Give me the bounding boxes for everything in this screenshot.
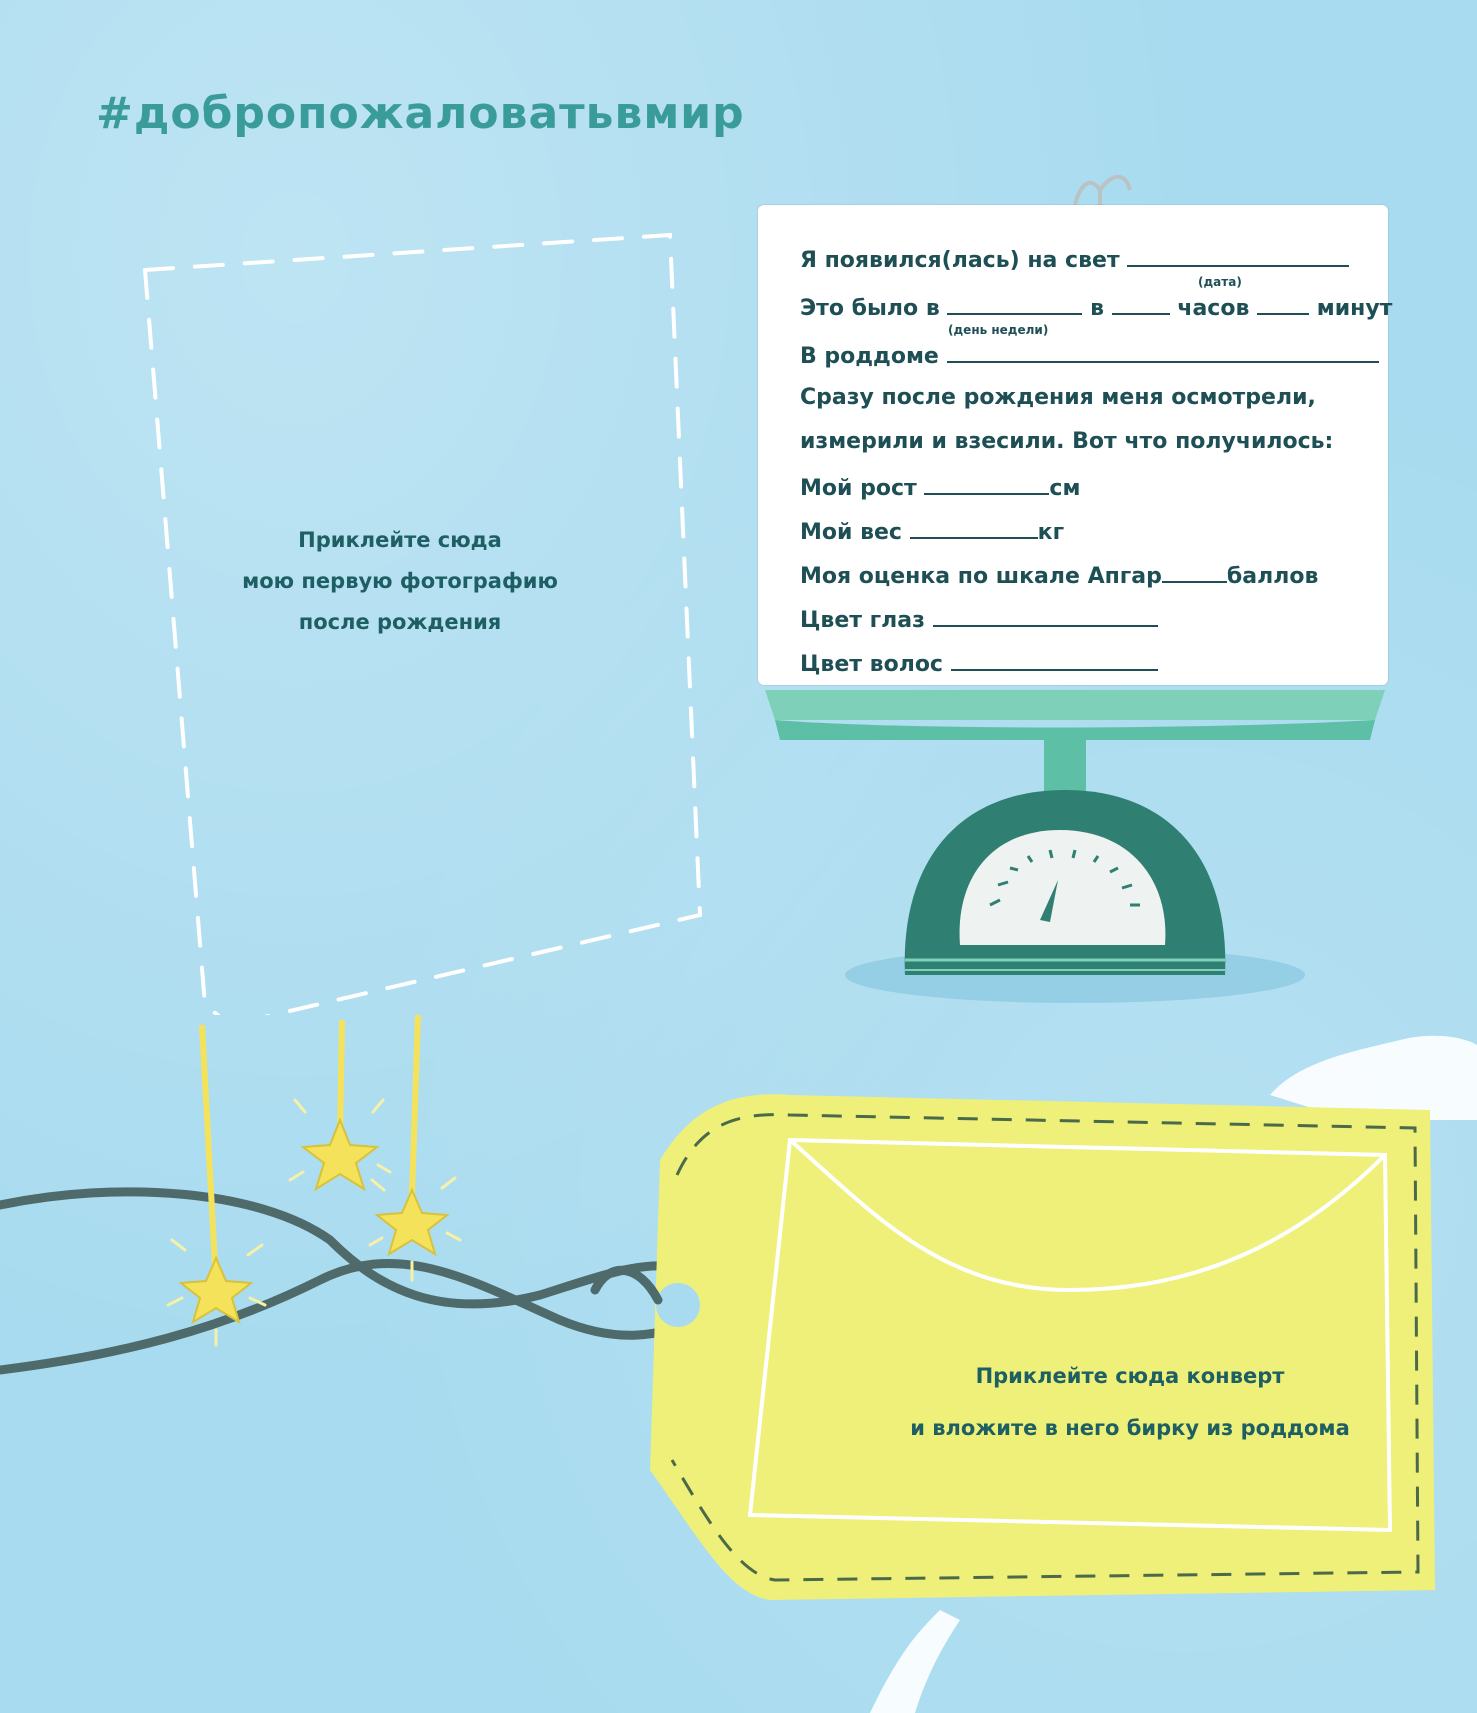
row-label: Мой рост	[800, 476, 917, 501]
date-note: (дата)	[1198, 275, 1242, 289]
row-label: Моя оценка по шкале Апгар	[800, 564, 1162, 589]
tag-caption	[880, 1350, 1380, 1454]
tag-caption-line: Приклейте сюда конверт	[975, 1364, 1285, 1388]
weekday-note: (день недели)	[948, 323, 1049, 337]
unit-label: кг	[1037, 520, 1065, 545]
row-label: Это было в	[800, 296, 940, 321]
row-label: часов	[1177, 296, 1250, 321]
row-label: В роддоме	[800, 344, 939, 369]
row-label: Я появился(лась) на свет	[800, 248, 1120, 273]
row-label: минут	[1316, 296, 1393, 321]
row-label: Цвет волос	[800, 652, 943, 677]
photo-caption-line: после рождения	[298, 610, 502, 634]
unit-label: баллов	[1226, 564, 1319, 589]
row-label: в	[1090, 296, 1104, 321]
page-title: #добропожаловатьвмир	[96, 88, 745, 139]
card-row-text: Сразу после рождения меня осмотрели,	[800, 385, 1316, 410]
card-row-text: измерили и взесили. Вот что получилось:	[800, 429, 1334, 454]
photo-caption-line: Приклейте сюда	[298, 528, 502, 552]
unit-label: см	[1049, 476, 1081, 501]
tag-hole	[656, 1283, 700, 1327]
row-label: Цвет глаз	[800, 608, 925, 633]
photo-caption-line: мою первую фотографию	[242, 569, 558, 593]
row-label: Мой вес	[800, 520, 902, 545]
tag-caption-line: и вложите в него бирку из роддома	[910, 1416, 1350, 1440]
